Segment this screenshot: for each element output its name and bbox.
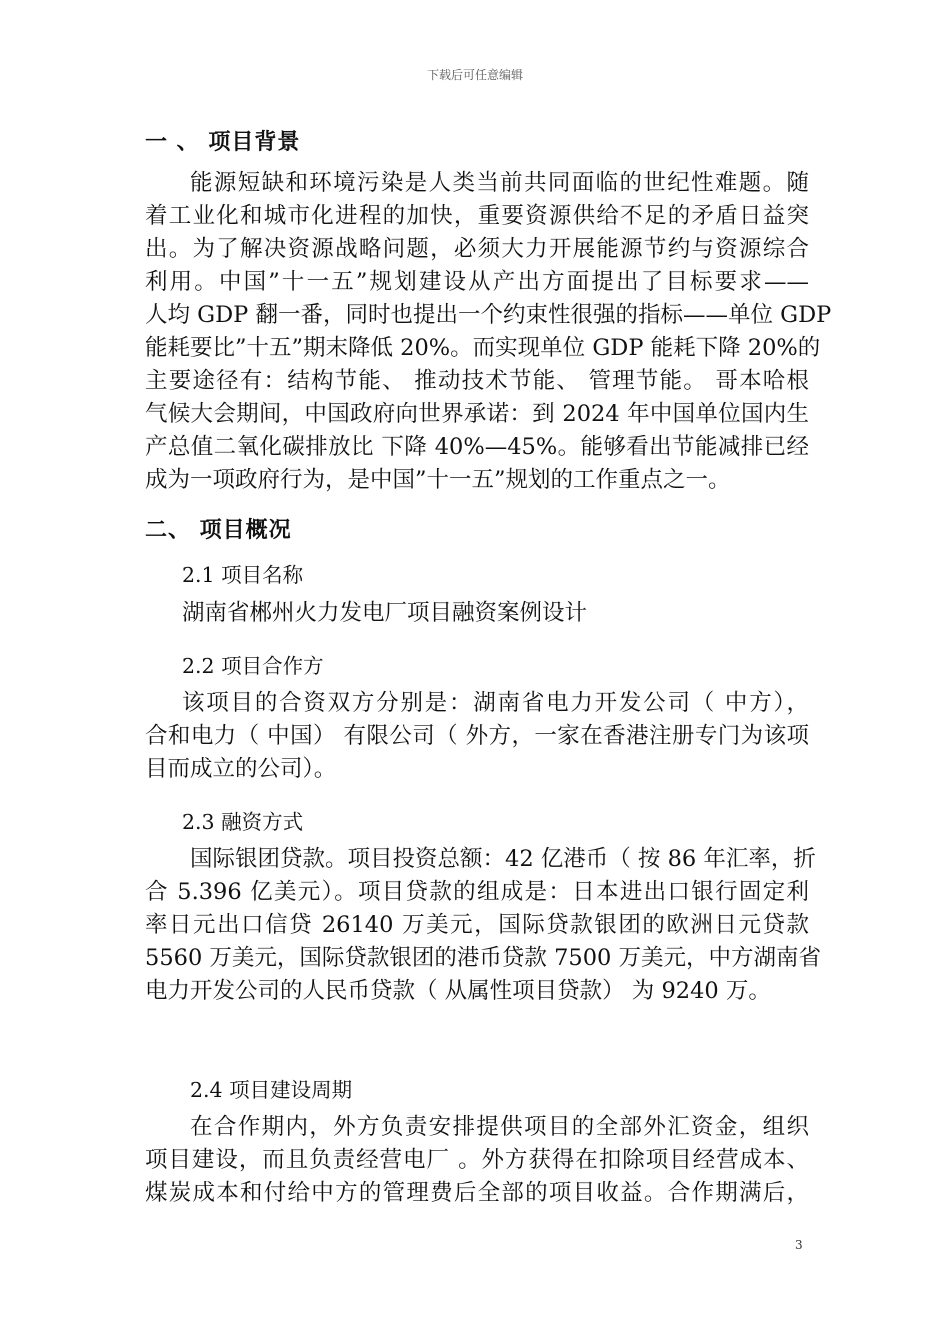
paragraph-line: 利用。中国”十一五”规划建设从产出方面提出了目标要求—— [145, 269, 809, 295]
page-number: 3 [795, 1238, 803, 1252]
subsection-2-1-title: 2.1 项目名称 [182, 563, 304, 587]
paragraph-line: 能源短缺和环境污染是人类当前共同面临的世纪性难题。随 [190, 170, 809, 196]
paragraph-line: 合和电力（ 中国） 有限公司（ 外方，一家在香港注册专门为该项 [145, 723, 809, 749]
paragraph-line: 主要途径有：结构节能、 推动技术节能、 管理节能。 哥本哈根 [145, 368, 809, 394]
paragraph-line: 能耗要比”十五”期末降低 20%。而实现单位 GDP 能耗下降 20%的 [145, 335, 821, 361]
paragraph-line: 目而成立的公司）。 [145, 756, 337, 782]
paragraph-line: 该项目的合资双方分别是：湖南省电力开发公司（ 中方）， [182, 690, 809, 716]
paragraph-line: 人均 GDP 翻一番，同时也提出一个约束性很强的指标——单位 GDP [145, 302, 832, 328]
subsection-2-4-title: 2.4 项目建设周期 [190, 1078, 353, 1102]
paragraph-line: 成为一项政府行为，是中国”十一五”规划的工作重点之一。 [145, 467, 731, 493]
paragraph-line: 合 5.396 亿美元）。项目贷款的组成是：日本进出口银行固定利 [145, 879, 809, 905]
paragraph-line: 在合作期内，外方负责安排提供项目的全部外汇资金，组织 [190, 1114, 809, 1140]
paragraph-line: 出。为了解决资源战略问题，必须大力开展能源节约与资源综合 [145, 236, 809, 262]
page-header: 下载后可任意编辑 [426, 68, 523, 82]
paragraph-line: 国际银团贷款。项目投资总额：42 亿港币（ 按 86 年汇率，折 [190, 846, 816, 872]
paragraph-line: 气候大会期间，中国政府向世界承诺：到 2024 年中国单位国内生 [145, 401, 809, 427]
paragraph-line: 项目建设，而且负责经营电厂 。外方获得在扣除项目经营成本、 [145, 1147, 809, 1173]
paragraph-line: 电力开发公司的人民币贷款（ 从属性项目贷款） 为 9240 万。 [145, 978, 771, 1004]
paragraph-line: 煤炭成本和付给中方的管理费后全部的项目收益。合作期满后， [145, 1180, 809, 1206]
paragraph-line: 率日元出口信贷 26140 万美元，国际贷款银团的欧洲日元贷款 [145, 912, 809, 938]
section-1-heading: 一 、 项目背景 [145, 130, 301, 155]
paragraph-line: 产总值二氧化碳排放比 下降 40%—45%。能够看出节能减排已经 [145, 434, 809, 460]
paragraph-line: 着工业化和城市化进程的加快，重要资源供给不足的矛盾日益突 [145, 203, 809, 229]
subsection-2-3-title: 2.3 融资方式 [182, 810, 304, 834]
project-name-text: 湖南省郴州火力发电厂项目融资案例设计 [182, 600, 588, 626]
subsection-2-2-title: 2.2 项目合作方 [182, 654, 324, 678]
paragraph-line: 5560 万美元，国际贷款银团的港币贷款 7500 万美元，中方湖南省 [145, 945, 821, 971]
section-2-heading: 二、 项目概况 [145, 518, 292, 543]
